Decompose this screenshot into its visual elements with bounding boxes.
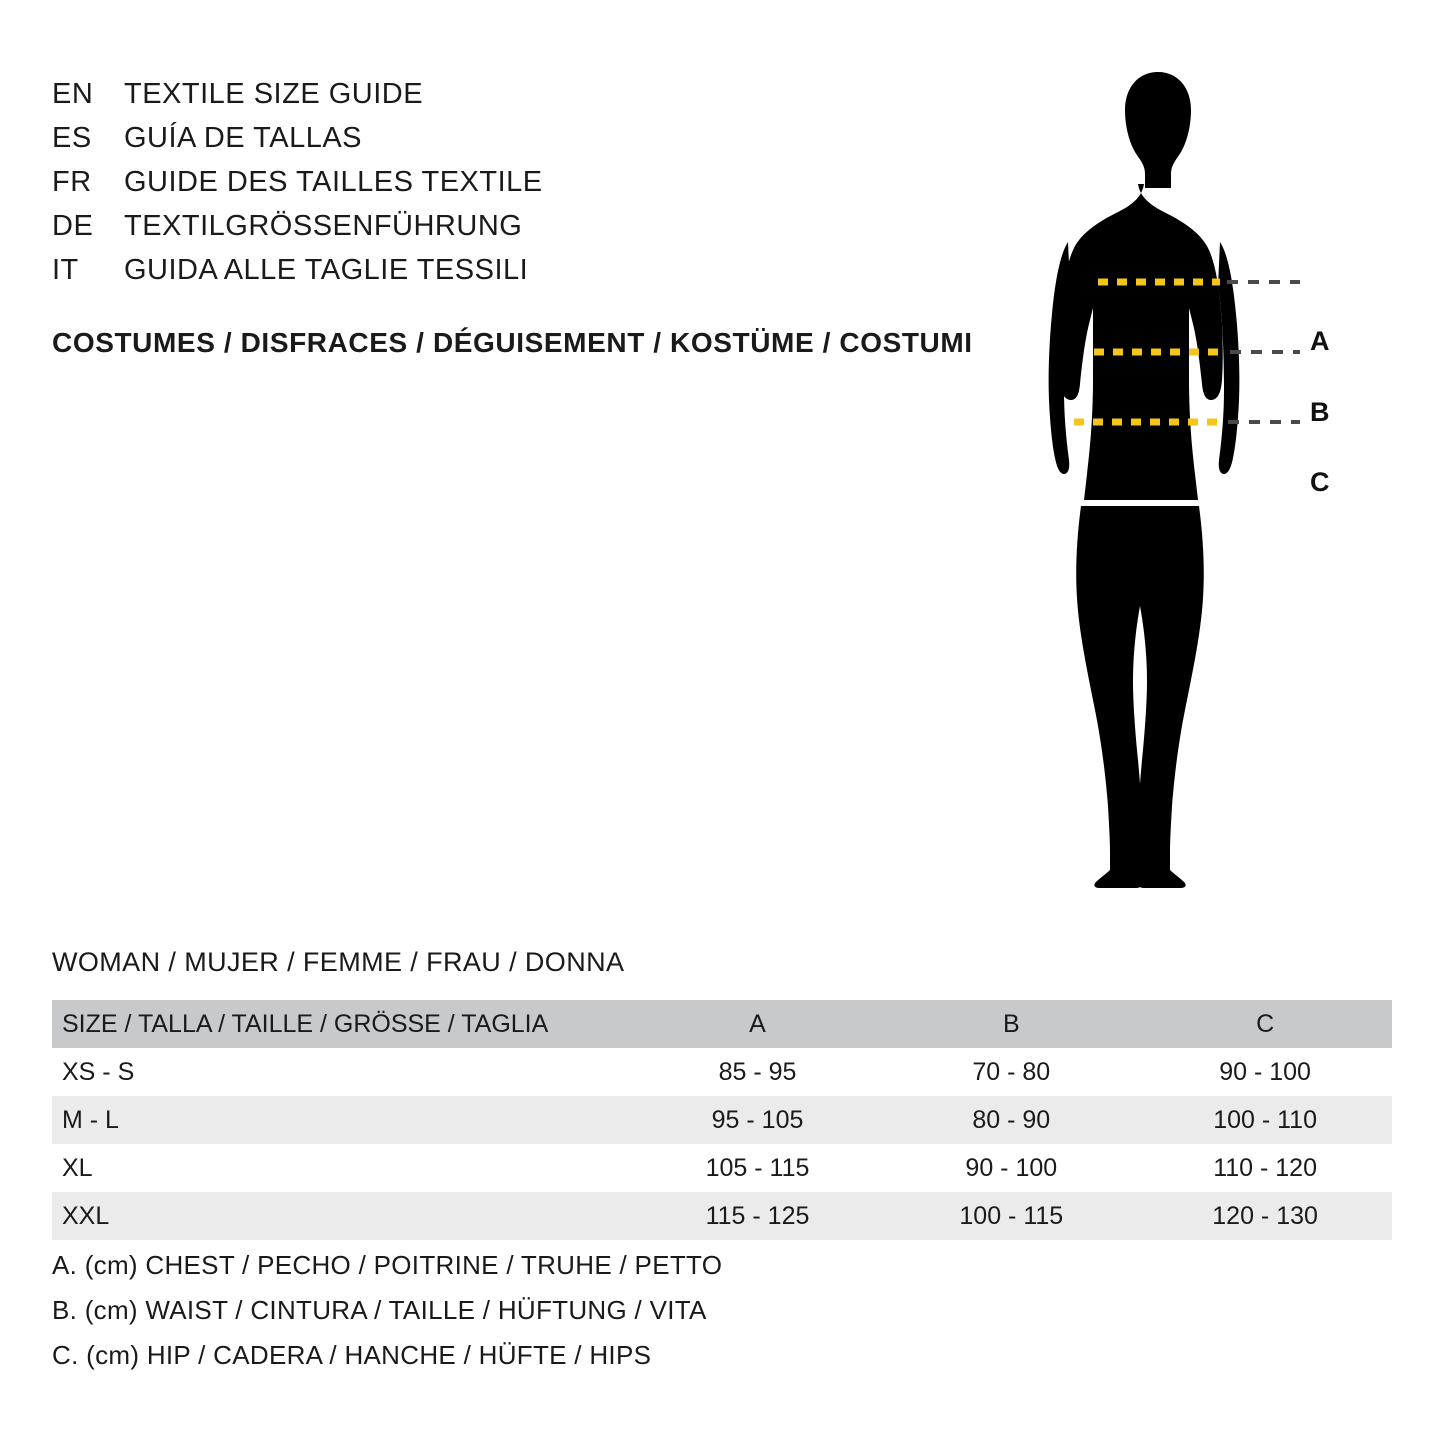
language-title: TEXTILE SIZE GUIDE [124,78,424,110]
legend-line-b: B. (cm) WAIST / CINTURA / TAILLE / HÜFTUNG / VITA [52,1295,707,1325]
language-title: GUÍA DE TALLAS [124,122,363,154]
legend-line-c: C. (cm) HIP / CADERA / HANCHE / HÜFTE / HIPS [52,1340,652,1370]
table-row [52,1048,1392,1096]
language-row [52,160,1002,204]
column-header-b: B [1002,1009,1020,1038]
cell-b: 70 - 80 [972,1057,1051,1086]
cell-c: 120 - 130 [1212,1201,1318,1230]
language-title: GUIDE DES TAILLES TEXTILE [124,166,543,198]
costumes-subtitle: COSTUMES / DISFRACES / DÉGUISEMENT / KOSTÜME / COSTUMI [52,327,973,358]
cell-size: XS - S [62,1057,135,1086]
column-header-size: SIZE / TALLA / TAILLE / GRÖSSE / TAGLIA [62,1009,549,1038]
table-row [52,1144,1392,1192]
measurement-legend [52,1243,722,1378]
legend-line-a: A. (cm) CHEST / PECHO / POITRINE / TRUHE / PETTO [52,1250,723,1280]
language-code: ES [52,122,92,154]
language-title: TEXTILGRÖSSENFÜHRUNG [124,210,523,242]
table-header-row [52,1000,1392,1048]
cell-a: 95 - 105 [711,1105,804,1134]
language-title: GUIDA ALLE TAGLIE TESSILI [124,254,529,286]
column-header-a: A [749,1009,766,1038]
cell-b: 100 - 115 [959,1201,1064,1230]
language-row [52,204,1002,248]
language-code: IT [52,254,79,286]
cell-b: 80 - 90 [972,1105,1051,1134]
language-code: EN [52,78,94,110]
female-silhouette-figure [1020,60,1380,890]
cell-a: 85 - 95 [718,1057,797,1086]
table-caption-woman: WOMAN / MUJER / FEMME / FRAU / DONNA [52,947,625,977]
cell-c: 100 - 110 [1213,1105,1317,1134]
table-row [52,1096,1392,1144]
language-row [52,116,1002,160]
cell-size: XXL [62,1201,110,1230]
language-code: DE [52,210,94,242]
language-row [52,72,1002,116]
language-code: FR [52,166,92,198]
column-header-c: C [1256,1009,1275,1038]
cell-c: 110 - 120 [1213,1153,1317,1182]
cell-a: 115 - 125 [705,1201,810,1230]
size-table [52,1000,1392,1240]
table-row [52,1192,1392,1240]
measure-label-c: C [1310,467,1330,497]
cell-b: 90 - 100 [965,1153,1058,1182]
measure-label-a: A [1310,326,1330,356]
cell-a: 105 - 115 [705,1153,810,1182]
language-header-block [52,72,1002,292]
cell-size: M - L [62,1105,119,1134]
cell-c: 90 - 100 [1219,1057,1311,1086]
cell-size: XL [62,1153,93,1182]
measure-label-b: B [1310,397,1330,427]
language-row [52,248,1002,292]
